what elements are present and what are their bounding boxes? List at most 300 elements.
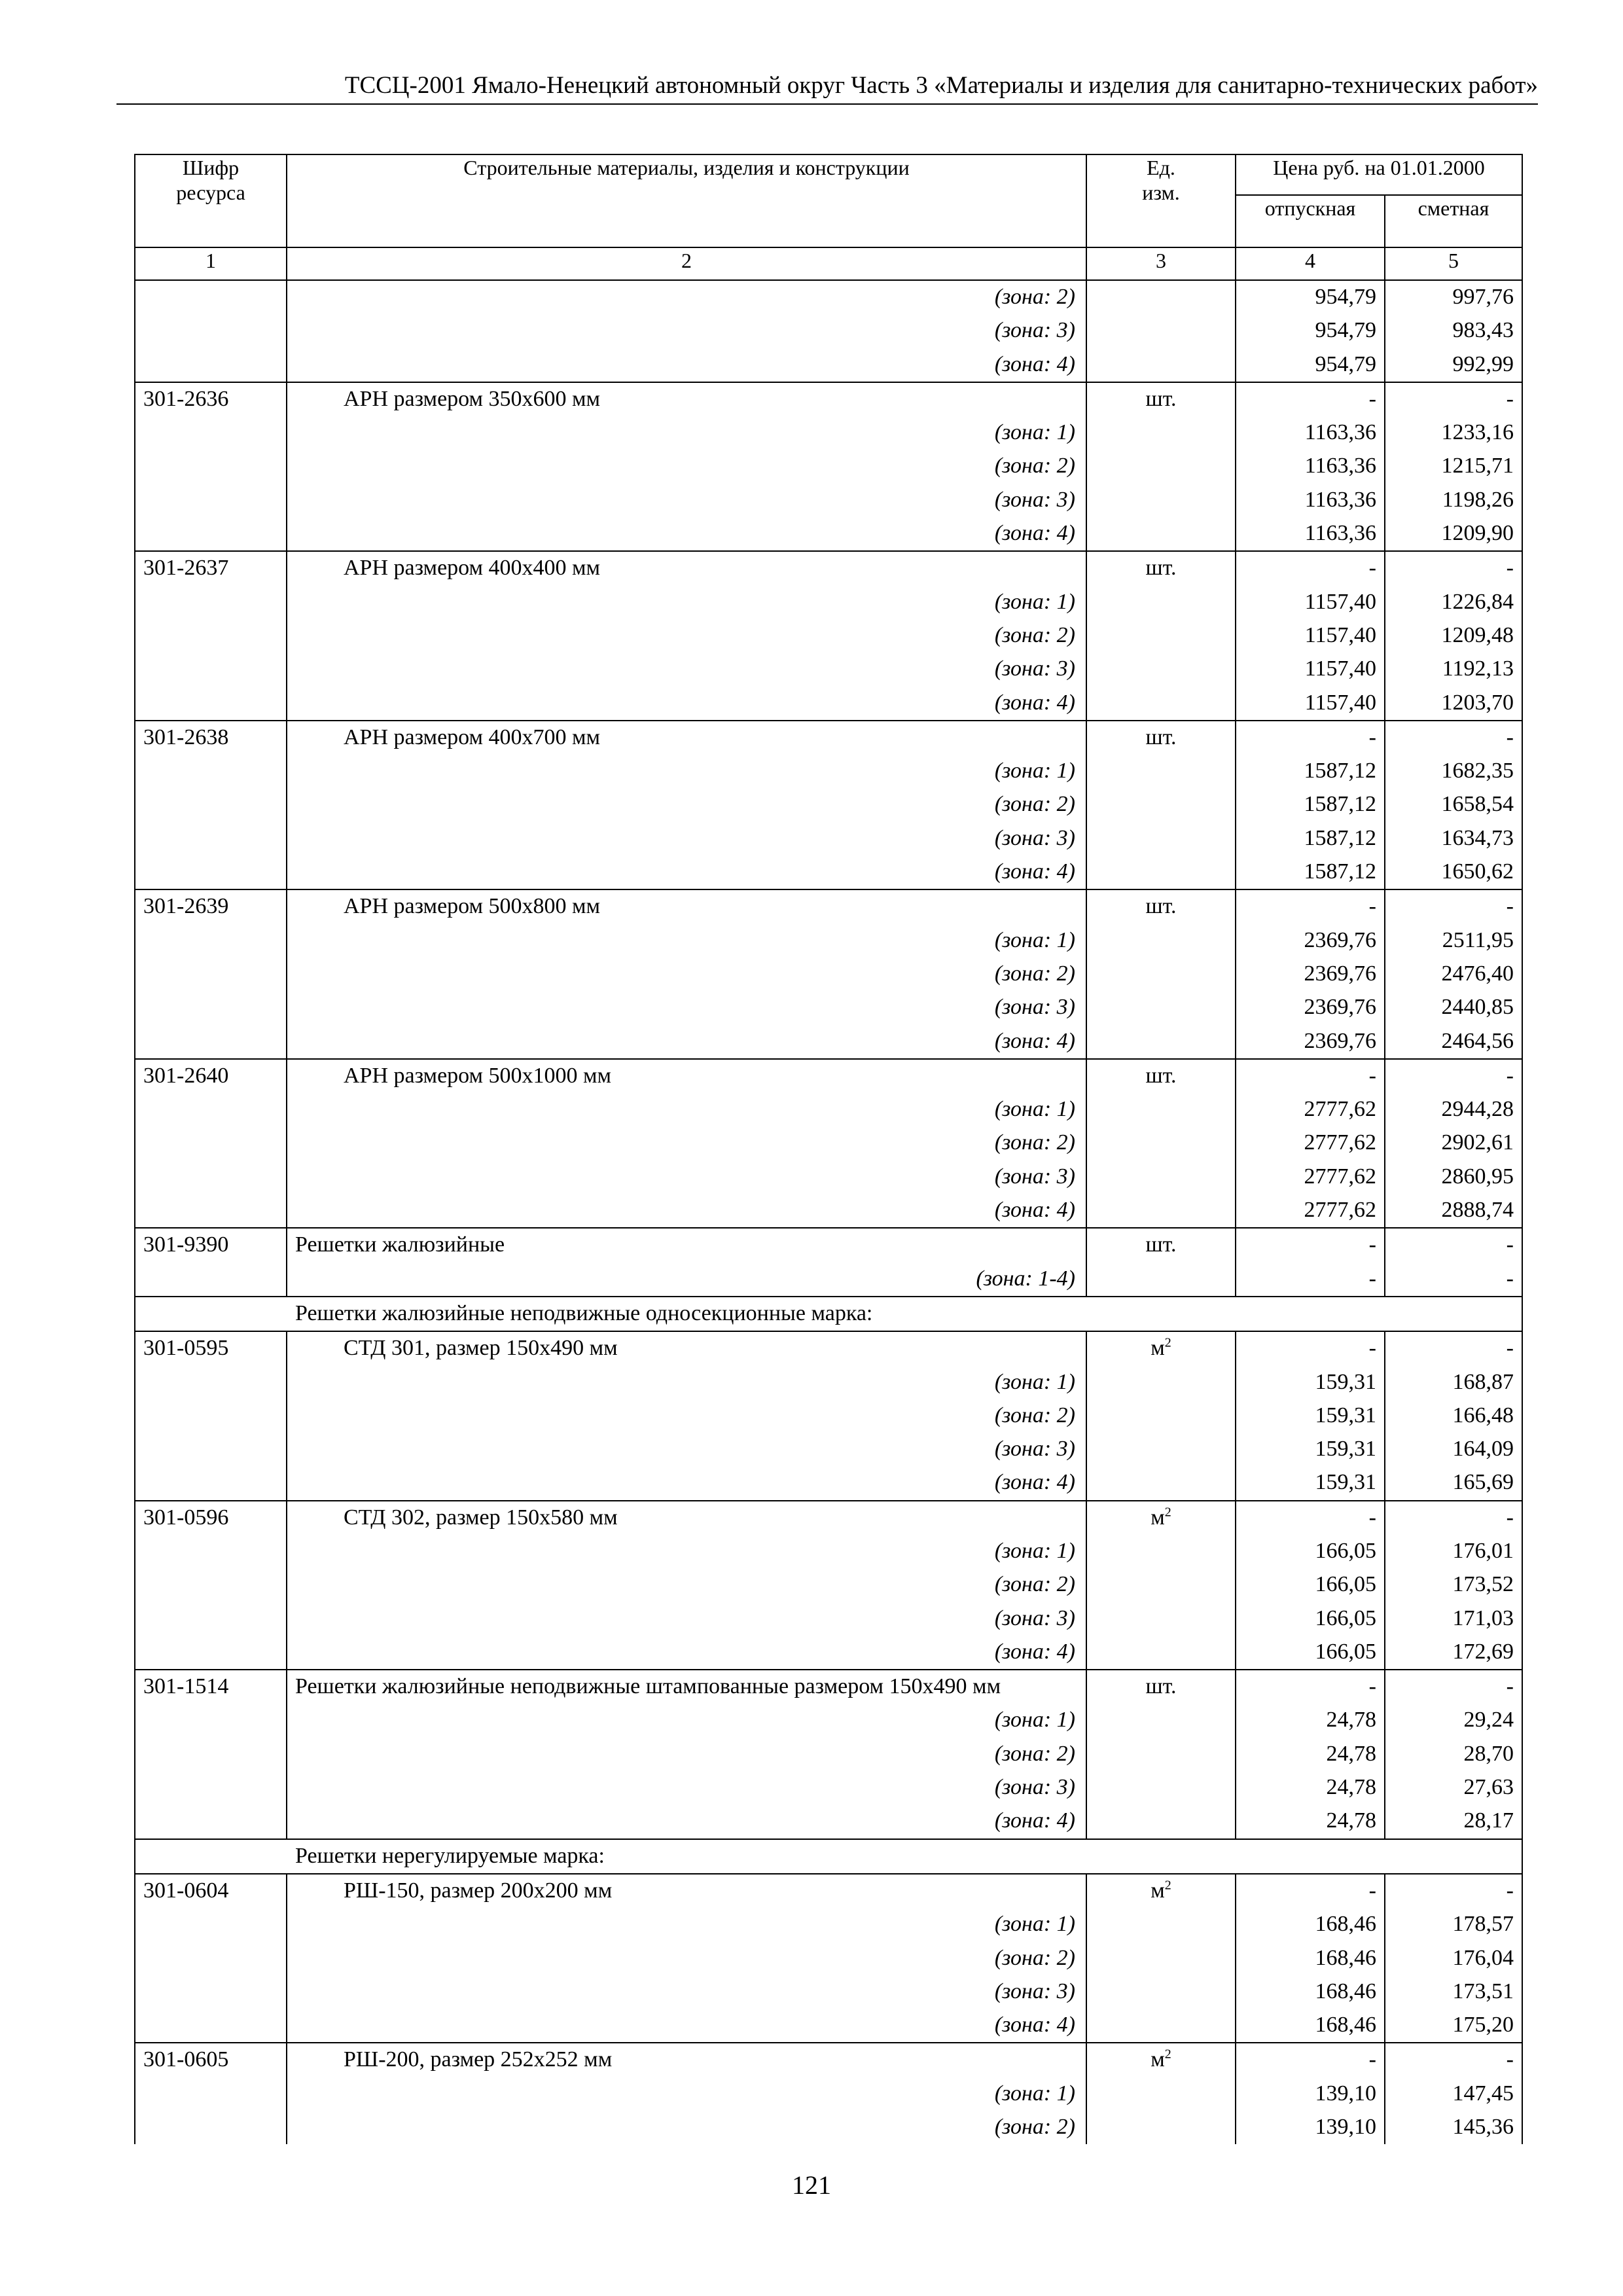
zone-label: (зона: 2) (287, 1738, 1086, 1771)
estimate-price: - (1385, 2043, 1522, 2077)
estimate-price: 173,51 (1385, 1975, 1522, 2009)
resource-code-empty (135, 450, 287, 483)
resource-code-empty (135, 1771, 287, 1804)
zone-label: (зона: 1) (287, 1093, 1086, 1126)
estimate-price: 2944,28 (1385, 1093, 1522, 1126)
zone-label: (зона: 2) (287, 450, 1086, 483)
resource-code-empty (135, 2077, 287, 2111)
zone-label: (зона: 3) (287, 1975, 1086, 2009)
zone-row (135, 1263, 1522, 1297)
estimate-price: 168,87 (1385, 1366, 1522, 1399)
zone-row (135, 450, 1522, 483)
resource-code: 301-2639 (135, 889, 287, 924)
resource-unit-empty (1086, 822, 1236, 855)
resource-row (135, 1331, 1522, 1365)
zone-label: (зона: 3) (287, 1433, 1086, 1466)
release-price: - (1236, 382, 1385, 416)
resource-unit-empty (1086, 484, 1236, 517)
resource-row (135, 1228, 1522, 1262)
release-price: 166,05 (1236, 1636, 1385, 1670)
resource-code-empty (135, 1433, 287, 1466)
estimate-price: - (1385, 1263, 1522, 1297)
header-title: ТССЦ-2001 Ямало-Ненецкий автономный округ Часть 3 «Материалы и изделия для санитарно-технических работ» (344, 72, 1538, 99)
zone-row (135, 1433, 1522, 1466)
estimate-price: 1192,13 (1385, 653, 1522, 686)
unit-text: шт. (1145, 894, 1177, 919)
release-price: 1163,36 (1236, 484, 1385, 517)
estimate-price: 175,20 (1385, 2009, 1522, 2043)
resource-unit (1086, 382, 1236, 416)
zone-row (135, 788, 1522, 821)
estimate-price: 992,99 (1385, 348, 1522, 382)
resource-unit-empty (1086, 1093, 1236, 1126)
release-price: - (1236, 1670, 1385, 1704)
resource-code-empty (135, 348, 287, 382)
estimate-price: 27,63 (1385, 1771, 1522, 1804)
zone-label: (зона: 1) (287, 2077, 1086, 2111)
estimate-price: 165,69 (1385, 1466, 1522, 1500)
estimate-price: 147,45 (1385, 2077, 1522, 2111)
zone-row (135, 1126, 1522, 1160)
zone-row (135, 924, 1522, 958)
resource-code: 301-2640 (135, 1059, 287, 1093)
release-price: 159,31 (1236, 1433, 1385, 1466)
resource-unit-empty (1086, 1160, 1236, 1194)
resource-code-empty (135, 314, 287, 348)
resource-row (135, 1059, 1522, 1093)
release-price: 168,46 (1236, 1975, 1385, 2009)
release-price: - (1236, 1331, 1385, 1365)
estimate-price: 176,01 (1385, 1535, 1522, 1568)
zone-label: (зона: 1) (287, 755, 1086, 788)
release-price: 139,10 (1236, 2111, 1385, 2144)
unit-text: м (1150, 1505, 1165, 1530)
estimate-price: 1215,71 (1385, 450, 1522, 483)
resource-unit-empty (1086, 1433, 1236, 1466)
resource-unit-empty (1086, 653, 1236, 686)
zone-label: (зона: 3) (287, 1602, 1086, 1636)
resource-unit-empty (1086, 788, 1236, 821)
zone-row (135, 1194, 1522, 1228)
release-price: 159,31 (1236, 1466, 1385, 1500)
release-price: - (1236, 2043, 1385, 2077)
resource-unit-empty (1086, 2111, 1236, 2144)
release-price: 954,79 (1236, 348, 1385, 382)
release-price: 159,31 (1236, 1399, 1385, 1433)
col-number-3: 3 (1086, 247, 1236, 280)
estimate-price: 1203,70 (1385, 687, 1522, 721)
resource-unit (1086, 551, 1236, 585)
resource-unit-empty (1086, 1602, 1236, 1636)
resource-code: 301-1514 (135, 1670, 287, 1704)
zone-row (135, 1738, 1522, 1771)
resource-unit-empty (1086, 1194, 1236, 1228)
estimate-price: - (1385, 721, 1522, 755)
release-price: 168,46 (1236, 2009, 1385, 2043)
resource-unit-empty (1086, 280, 1236, 314)
unit-text: м (1150, 2047, 1165, 2072)
section-title: Решетки нерегулируемые марка: (135, 1839, 1522, 1874)
resource-code-empty (135, 2009, 287, 2043)
release-price: 1157,40 (1236, 586, 1385, 619)
release-price: 2777,62 (1236, 1194, 1385, 1228)
resource-row (135, 721, 1522, 755)
resource-code-empty (135, 1942, 287, 1975)
release-price: 1587,12 (1236, 822, 1385, 855)
zone-row (135, 991, 1522, 1024)
estimate-price: - (1385, 1228, 1522, 1262)
unit-text: шт. (1145, 725, 1177, 749)
release-price: - (1236, 1263, 1385, 1297)
zone-row (135, 619, 1522, 653)
release-price: 24,78 (1236, 1771, 1385, 1804)
resource-code-empty (135, 2111, 287, 2144)
zone-row (135, 1025, 1522, 1059)
resource-unit-empty (1086, 1366, 1236, 1399)
unit-text: шт. (1145, 556, 1177, 581)
resource-code-empty (135, 687, 287, 721)
resource-unit (1086, 1501, 1236, 1535)
resource-name: РШ-200, размер 252х252 мм (287, 2043, 1086, 2077)
zone-label: (зона: 2) (287, 958, 1086, 991)
release-price: 168,46 (1236, 1908, 1385, 1941)
estimate-price: 997,76 (1385, 280, 1522, 314)
resource-code-empty (135, 1399, 287, 1433)
estimate-price: - (1385, 1670, 1522, 1704)
zone-row (135, 822, 1522, 855)
estimate-price: - (1385, 889, 1522, 924)
estimate-price: 173,52 (1385, 1568, 1522, 1602)
resource-name: Решетки жалюзийные неподвижные штампованные размером 150х490 мм (287, 1670, 1086, 1704)
estimate-price: 145,36 (1385, 2111, 1522, 2144)
resource-unit-empty (1086, 958, 1236, 991)
resource-unit-empty (1086, 924, 1236, 958)
zone-row (135, 1466, 1522, 1500)
zone-label: (зона: 2) (287, 788, 1086, 821)
resource-unit-empty (1086, 416, 1236, 450)
resource-unit (1086, 889, 1236, 924)
resource-unit (1086, 1228, 1236, 1262)
zone-label: (зона: 2) (287, 1942, 1086, 1975)
resource-name: РШ-150, размер 200х200 мм (287, 1874, 1086, 1908)
resource-unit-empty (1086, 1568, 1236, 1602)
resource-unit-empty (1086, 1636, 1236, 1670)
release-price: 1587,12 (1236, 788, 1385, 821)
resource-code: 301-0595 (135, 1331, 287, 1365)
zone-row (135, 1804, 1522, 1839)
zone-label: (зона: 3) (287, 1160, 1086, 1194)
table-head (135, 154, 1522, 280)
estimate-price: 29,24 (1385, 1704, 1522, 1737)
zone-label: (зона: 1) (287, 1908, 1086, 1941)
zone-row (135, 1399, 1522, 1433)
estimate-price: 1650,62 (1385, 855, 1522, 889)
zone-label: (зона: 2) (287, 2111, 1086, 2144)
release-price: 2369,76 (1236, 1025, 1385, 1059)
zone-row (135, 687, 1522, 721)
zone-row (135, 586, 1522, 619)
resource-unit (1086, 1331, 1236, 1365)
zone-row (135, 958, 1522, 991)
resource-unit-empty (1086, 1126, 1236, 1160)
zone-label: (зона: 4) (287, 1804, 1086, 1839)
estimate-price: 983,43 (1385, 314, 1522, 348)
release-price: 1163,36 (1236, 416, 1385, 450)
resource-code-empty (135, 1366, 287, 1399)
resource-unit-empty (1086, 1025, 1236, 1059)
resource-unit-empty (1086, 314, 1236, 348)
estimate-price: 1209,90 (1385, 517, 1522, 551)
estimate-price: 171,03 (1385, 1602, 1522, 1636)
resource-code-empty (135, 1738, 287, 1771)
estimate-price: 2464,56 (1385, 1025, 1522, 1059)
zone-row (135, 348, 1522, 382)
zone-label: (зона: 2) (287, 1568, 1086, 1602)
zone-label: (зона: 3) (287, 653, 1086, 686)
release-price: 1587,12 (1236, 755, 1385, 788)
zone-row (135, 1093, 1522, 1126)
release-price: - (1236, 551, 1385, 585)
release-price: - (1236, 889, 1385, 924)
resource-unit-empty (1086, 1399, 1236, 1433)
resource-code-empty (135, 1093, 287, 1126)
release-price: 1163,36 (1236, 450, 1385, 483)
resource-code-empty (135, 619, 287, 653)
resource-unit-empty (1086, 855, 1236, 889)
resource-name: Решетки жалюзийные (287, 1228, 1086, 1262)
resource-code-empty (135, 1160, 287, 1194)
resource-code-empty (135, 1704, 287, 1737)
resource-code-empty (135, 586, 287, 619)
zone-row (135, 1975, 1522, 2009)
zone-label: (зона: 1-4) (287, 1263, 1086, 1297)
col-estimate-header: сметная (1385, 195, 1522, 247)
zone-label: (зона: 4) (287, 1466, 1086, 1500)
release-price: 166,05 (1236, 1535, 1385, 1568)
resource-unit-empty (1086, 1771, 1236, 1804)
page-header (116, 71, 1538, 105)
resource-code-empty (135, 1263, 287, 1297)
release-price: - (1236, 721, 1385, 755)
resource-unit-empty (1086, 1535, 1236, 1568)
resource-code-empty (135, 280, 287, 314)
resource-unit-empty (1086, 1704, 1236, 1737)
estimate-price: 166,48 (1385, 1399, 1522, 1433)
zone-row (135, 2111, 1522, 2144)
zone-label: (зона: 3) (287, 314, 1086, 348)
release-price: 166,05 (1236, 1602, 1385, 1636)
resource-unit-empty (1086, 1975, 1236, 2009)
zone-label: (зона: 4) (287, 517, 1086, 551)
resource-unit-empty (1086, 1804, 1236, 1839)
resource-unit-empty (1086, 1466, 1236, 1500)
zone-label: (зона: 3) (287, 822, 1086, 855)
estimate-price: - (1385, 382, 1522, 416)
release-price: 2369,76 (1236, 991, 1385, 1024)
resource-code-empty (135, 822, 287, 855)
zone-label: (зона: 4) (287, 1636, 1086, 1670)
resource-code-empty (135, 1636, 287, 1670)
resource-unit-empty (1086, 991, 1236, 1024)
resource-code: 301-0605 (135, 2043, 287, 2077)
resource-code-empty (135, 1126, 287, 1160)
resource-code: 301-9390 (135, 1228, 287, 1262)
resource-code-empty (135, 1025, 287, 1059)
release-price: 2369,76 (1236, 958, 1385, 991)
zone-label: (зона: 1) (287, 1366, 1086, 1399)
resource-unit-empty (1086, 586, 1236, 619)
estimate-price: 2860,95 (1385, 1160, 1522, 1194)
estimate-price: 2888,74 (1385, 1194, 1522, 1228)
resource-unit (1086, 1874, 1236, 1908)
resource-code-empty (135, 517, 287, 551)
col-number-1: 1 (135, 247, 287, 280)
release-price: 2369,76 (1236, 924, 1385, 958)
zone-label: (зона: 1) (287, 586, 1086, 619)
zone-label: (зона: 2) (287, 1126, 1086, 1160)
zone-row (135, 755, 1522, 788)
resource-code-empty (135, 1602, 287, 1636)
release-price: 2777,62 (1236, 1126, 1385, 1160)
zone-label: (зона: 1) (287, 924, 1086, 958)
resource-unit-empty (1086, 517, 1236, 551)
estimate-price: 1233,16 (1385, 416, 1522, 450)
release-price: 2777,62 (1236, 1160, 1385, 1194)
release-price: 166,05 (1236, 1568, 1385, 1602)
release-price: - (1236, 1874, 1385, 1908)
estimate-price: 1226,84 (1385, 586, 1522, 619)
release-price: 168,46 (1236, 1942, 1385, 1975)
unit-superscript: 2 (1164, 1335, 1171, 1350)
zone-row (135, 517, 1522, 551)
zone-row (135, 484, 1522, 517)
zone-row (135, 1602, 1522, 1636)
estimate-price: 164,09 (1385, 1433, 1522, 1466)
resource-unit-empty (1086, 1942, 1236, 1975)
zone-row (135, 1704, 1522, 1737)
resource-row (135, 1874, 1522, 1908)
release-price: 954,79 (1236, 314, 1385, 348)
resource-unit-empty (1086, 687, 1236, 721)
release-price: 139,10 (1236, 2077, 1385, 2111)
zone-label: (зона: 1) (287, 416, 1086, 450)
section-row (135, 1297, 1522, 1331)
resource-name: АРН размером 500х1000 мм (287, 1059, 1086, 1093)
resource-code-empty (135, 991, 287, 1024)
resource-code-empty (135, 484, 287, 517)
estimate-price: 1658,54 (1385, 788, 1522, 821)
resource-unit (1086, 2043, 1236, 2077)
resource-unit-empty (1086, 348, 1236, 382)
col-number-2: 2 (287, 247, 1086, 280)
col-number-5: 5 (1385, 247, 1522, 280)
release-price: 24,78 (1236, 1738, 1385, 1771)
release-price: 1587,12 (1236, 855, 1385, 889)
zone-row (135, 653, 1522, 686)
estimate-price: - (1385, 551, 1522, 585)
zone-row (135, 1771, 1522, 1804)
estimate-price: 1198,26 (1385, 484, 1522, 517)
resource-code-empty (135, 958, 287, 991)
unit-superscript: 2 (1164, 2047, 1171, 2062)
resource-unit-empty (1086, 450, 1236, 483)
zone-row (135, 1160, 1522, 1194)
resource-unit-empty (1086, 2077, 1236, 2111)
release-price: 24,78 (1236, 1704, 1385, 1737)
zone-label: (зона: 2) (287, 1399, 1086, 1433)
page-number: 121 (792, 2170, 831, 2200)
resource-code: 301-2637 (135, 551, 287, 585)
estimate-price: 1682,35 (1385, 755, 1522, 788)
col-number-4: 4 (1236, 247, 1385, 280)
resource-code-empty (135, 788, 287, 821)
unit-text: шт. (1145, 386, 1177, 411)
resource-row (135, 1501, 1522, 1535)
unit-superscript: 2 (1164, 1505, 1171, 1520)
zone-row (135, 1908, 1522, 1941)
resource-code-empty (135, 1908, 287, 1941)
estimate-price: 28,17 (1385, 1804, 1522, 1839)
resource-name: АРН размером 400х700 мм (287, 721, 1086, 755)
estimate-price: 2476,40 (1385, 958, 1522, 991)
estimate-price: - (1385, 1059, 1522, 1093)
release-price: 1157,40 (1236, 687, 1385, 721)
zone-row (135, 314, 1522, 348)
unit-superscript: 2 (1164, 1878, 1171, 1893)
resource-code: 301-2638 (135, 721, 287, 755)
zone-label: (зона: 4) (287, 348, 1086, 382)
col-unit-header: Ед. изм. (1086, 154, 1236, 247)
resource-name: АРН размером 350х600 мм (287, 382, 1086, 416)
zone-label: (зона: 2) (287, 280, 1086, 314)
release-price: 159,31 (1236, 1366, 1385, 1399)
resource-code: 301-2636 (135, 382, 287, 416)
zone-label: (зона: 1) (287, 1704, 1086, 1737)
resource-code-empty (135, 924, 287, 958)
release-price: 24,78 (1236, 1804, 1385, 1839)
resource-row (135, 889, 1522, 924)
resource-unit (1086, 721, 1236, 755)
col-release-header: отпускная (1236, 195, 1385, 247)
release-price: - (1236, 1059, 1385, 1093)
zone-row (135, 2009, 1522, 2043)
release-price: 1157,40 (1236, 653, 1385, 686)
resource-row (135, 1670, 1522, 1704)
resource-code-empty (135, 653, 287, 686)
resource-code-empty (135, 416, 287, 450)
resource-row (135, 382, 1522, 416)
unit-text: м (1150, 1878, 1165, 1903)
release-price: - (1236, 1501, 1385, 1535)
zone-row (135, 1568, 1522, 1602)
unit-text: м (1150, 1336, 1165, 1361)
zone-row (135, 416, 1522, 450)
resource-code-empty (135, 855, 287, 889)
resource-unit-empty (1086, 619, 1236, 653)
estimate-price: 2511,95 (1385, 924, 1522, 958)
section-title: Решетки жалюзийные неподвижные односекционные марка: (135, 1297, 1522, 1331)
estimate-price: 28,70 (1385, 1738, 1522, 1771)
resource-code-empty (135, 755, 287, 788)
resource-code-empty (135, 1975, 287, 2009)
zone-label: (зона: 3) (287, 1771, 1086, 1804)
estimate-price: 1209,48 (1385, 619, 1522, 653)
estimate-price: 172,69 (1385, 1636, 1522, 1670)
zone-label: (зона: 3) (287, 484, 1086, 517)
zone-row (135, 855, 1522, 889)
release-price: 1163,36 (1236, 517, 1385, 551)
price-table (134, 154, 1523, 2144)
